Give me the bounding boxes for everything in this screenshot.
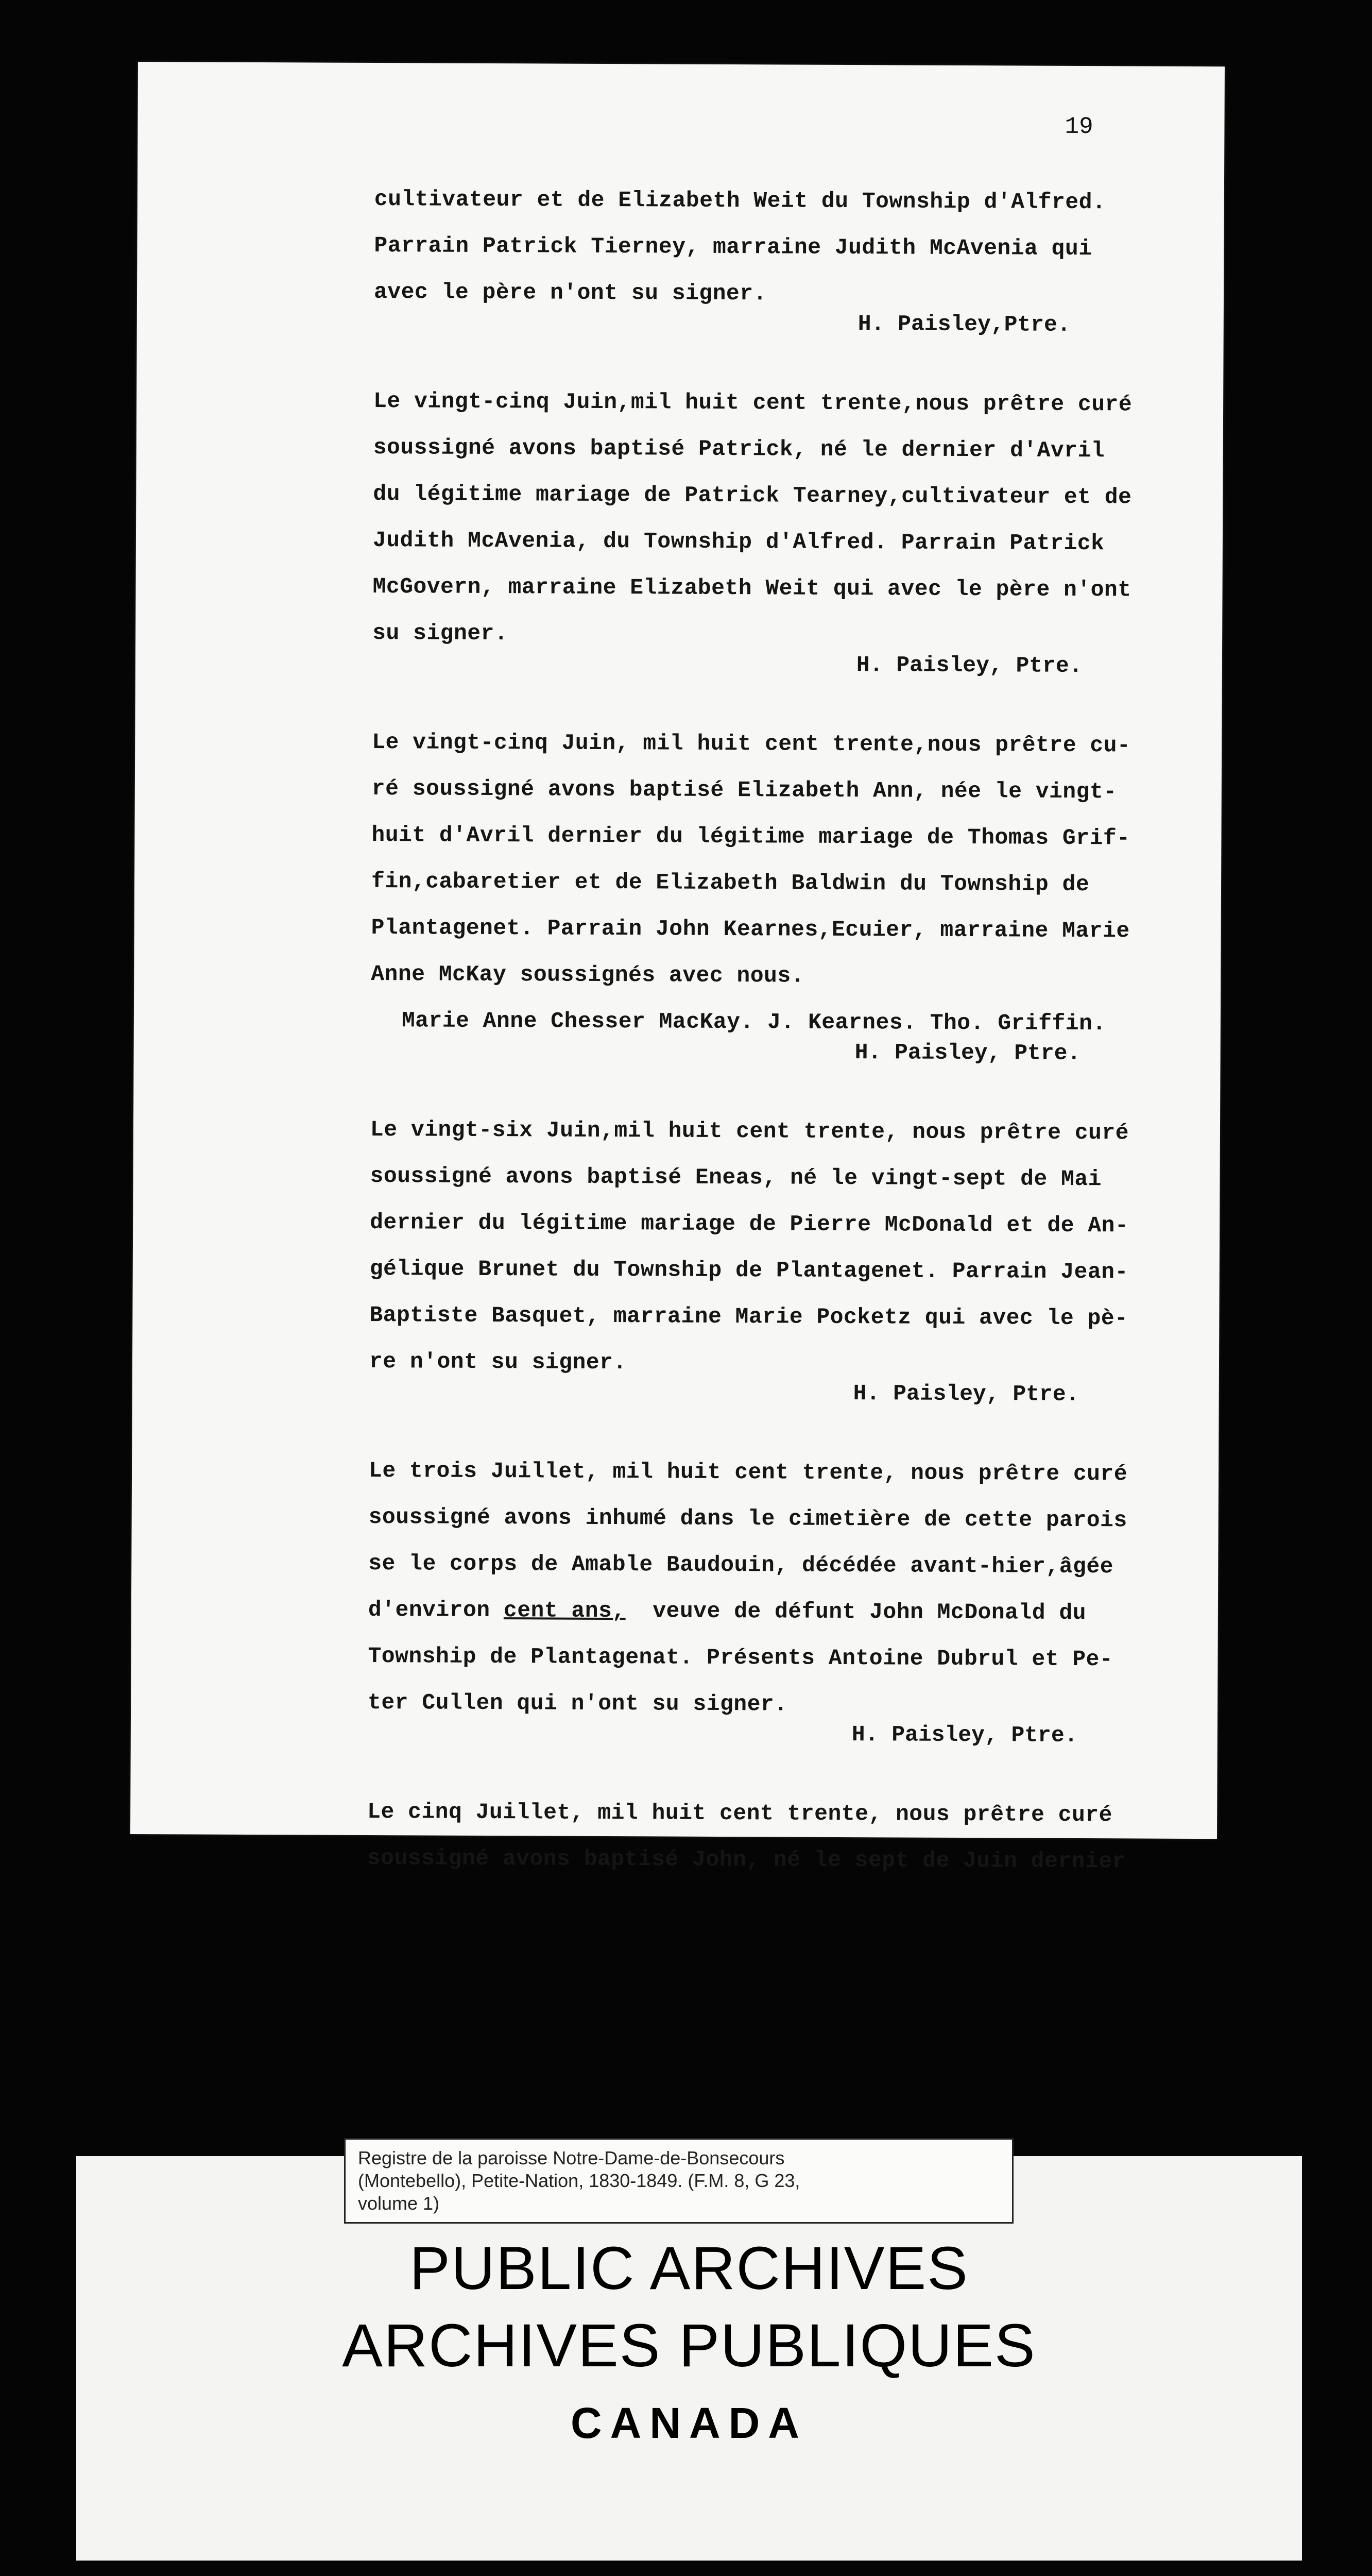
source-line: Registre de la paroisse Notre-Dame-de-Bonsecours	[358, 2147, 785, 2168]
priest-signature: H. Paisley, Ptre.	[854, 1040, 1081, 1066]
entry-line: Baptiste Basquet, marraine Marie Pocketz qui avec le pè-	[369, 1302, 1128, 1331]
entry-line: soussigné avons baptisé Eneas, né le vingt-sept de Mai	[370, 1163, 1102, 1192]
archive-title-fr: ARCHIVES PUBLIQUES	[342, 2312, 1036, 2380]
entry-line: ré soussigné avons baptisé Elizabeth Ann, née le vingt-	[371, 775, 1117, 805]
entry-line: du légitime mariage de Patrick Tearney,cultivateur et de	[373, 481, 1132, 510]
register-entry	[370, 719, 1289, 1073]
register-text	[367, 176, 1291, 1924]
entry-text: veuve de défunt John McDonald du	[625, 1598, 1087, 1626]
entry-line	[368, 1587, 1285, 1637]
source-label	[344, 2138, 1014, 2224]
entry-line: huit d'Avril dernier du légitime mariage de Thomas Grif-	[371, 822, 1130, 851]
entry-line: gélique Brunet du Township de Plantagenet. Parrain Jean-	[369, 1256, 1128, 1285]
page-number: 19	[1065, 113, 1093, 141]
archive-title-en: PUBLIC ARCHIVES	[409, 2234, 969, 2302]
priest-signature: H. Paisley, Ptre.	[856, 652, 1083, 679]
entry-line: Le trois Juillet, mil huit cent trente, nous prêtre curé	[368, 1458, 1128, 1487]
entry-line: soussigné avons baptisé Patrick, né le dernier d'Avril	[373, 435, 1105, 464]
register-page	[130, 62, 1225, 1874]
entry-line: avec le père n'ont su signer.	[373, 279, 767, 307]
entry-line: Le vingt-cinq Juin,mil huit cent trente,nous prêtre curé	[373, 388, 1133, 417]
priest-signature: H. Paisley, Ptre.	[853, 1381, 1079, 1407]
register-entry	[367, 1789, 1284, 1886]
register-entry	[369, 1107, 1288, 1414]
entry-line: Anne McKay soussignés avec nous.	[371, 961, 805, 989]
entry-line: re n'ont su signer.	[369, 1348, 627, 1376]
entry-line: fin,cabaretier et de Elizabeth Baldwin du Township de	[371, 868, 1090, 897]
entry-line: ter Cullen qui n'ont su signer.	[368, 1689, 788, 1717]
entry-line: Plantagenet. Parrain John Kearnes,Ecuier, marraine Marie	[371, 914, 1130, 944]
entry-line: cultivateur et de Elizabeth Weit du Township d'Alfred.	[374, 187, 1106, 215]
register-entry	[374, 176, 1291, 344]
entry-line: Township de Plantagenat. Présents Antoine Dubrul et Pe-	[368, 1643, 1113, 1672]
entry-line: McGovern, marraine Elizabeth Weit qui avec le père n'ont	[372, 573, 1131, 603]
priest-signature: H. Paisley, Ptre.	[851, 1722, 1078, 1748]
register-entry	[368, 1448, 1286, 1755]
entry-line: soussigné avons inhumé dans le cimetière de cette parois	[368, 1504, 1127, 1533]
entry-line: Le cinq Juillet, mil huit cent trente, nous prêtre curé	[367, 1799, 1113, 1828]
entry-text: d'environ	[368, 1597, 504, 1623]
source-line: volume 1)	[358, 2193, 440, 2214]
archive-country: CANADA	[571, 2399, 808, 2447]
source-line: (Montebello), Petite-Nation, 1830-1849. (F.M. 8, G 23,	[358, 2170, 800, 2191]
entry-line: Parrain Patrick Tierney, marraine Judith McAvenia qui	[374, 233, 1092, 262]
entry-line: su signer.	[372, 620, 508, 647]
entry-line: se le corps de Amable Baudouin, décédée avant-hier,âgée	[368, 1550, 1114, 1580]
entry-line: dernier du légitime mariage de Pierre McDonald et de An-	[370, 1209, 1129, 1239]
witness-signatures: Marie Anne Chesser MacKay. J. Kearnes. Tho. Griffin.	[401, 1008, 1106, 1037]
entry-line: soussigné avons baptisé John, né le sept de Juin dernier	[367, 1845, 1126, 1874]
entry-line: Le vingt-six Juin,mil huit cent trente, nous prêtre curé	[370, 1116, 1129, 1146]
priest-signature: H. Paisley,Ptre.	[858, 311, 1071, 337]
archive-card	[76, 2147, 1302, 2561]
entry-line: Judith McAvenia, du Township d'Alfred. Parrain Patrick	[372, 527, 1105, 556]
register-entry	[372, 378, 1291, 685]
underlined-text: cent ans,	[503, 1598, 626, 1624]
entry-line: Le vingt-cinq Juin, mil huit cent trente,nous prêtre cu-	[372, 729, 1131, 758]
